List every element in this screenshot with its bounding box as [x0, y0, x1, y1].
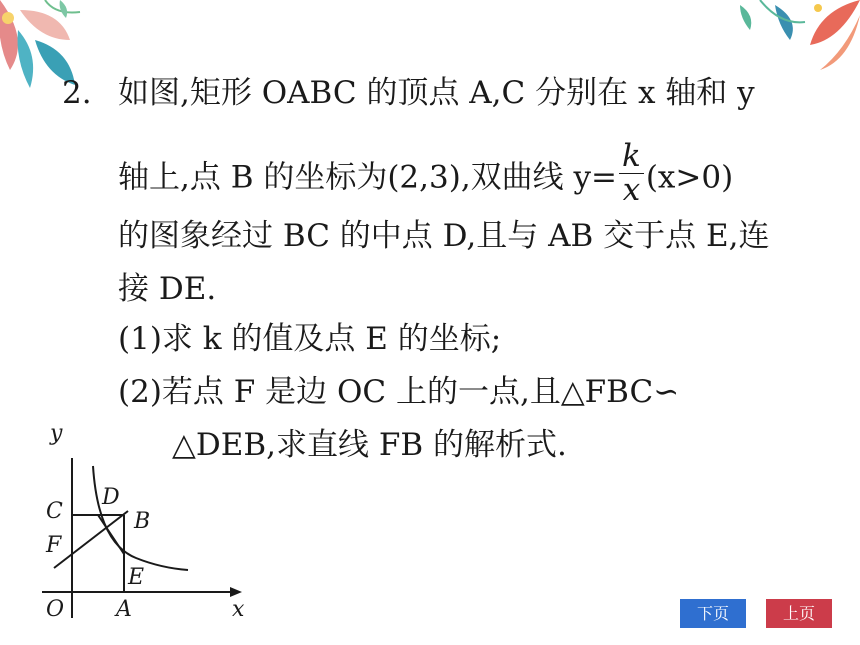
- label-E: E: [128, 565, 145, 590]
- question-part-2-line-1: (2)若点 F 是边 OC 上的一点,且△FBC∽: [118, 374, 680, 410]
- label-y: y: [50, 421, 63, 446]
- question-part-1: (1)求 k 的值及点 E 的坐标;: [118, 321, 502, 357]
- segment-DE: [98, 515, 124, 554]
- problem-line-4: 接 DE.: [118, 271, 217, 307]
- fraction-numerator: k: [619, 140, 644, 174]
- geometry-figure: [36, 418, 266, 628]
- label-B: B: [134, 509, 151, 534]
- previous-page-button[interactable]: 上页: [766, 599, 832, 628]
- label-C: C: [46, 499, 63, 524]
- next-page-button[interactable]: 下页: [680, 599, 746, 628]
- fraction-k-over-x: [619, 140, 644, 206]
- x-axis-arrow-icon: [230, 587, 242, 597]
- problem-line-2-after: (x>0): [645, 159, 734, 196]
- corner-leaf-decoration-left: [0, 0, 120, 110]
- corner-leaf-decoration-right: [720, 0, 860, 75]
- label-x: x: [232, 597, 245, 622]
- label-O: O: [46, 597, 65, 622]
- label-F: F: [46, 533, 62, 558]
- label-A: A: [116, 597, 132, 622]
- problem-line-2-before: 轴上,点 B 的坐标为(2,3),双曲线 y=: [118, 159, 618, 196]
- problem-line-2: [118, 138, 734, 212]
- line-FB: [54, 511, 128, 568]
- problem-line-1: 如图,矩形 OABC 的顶点 A,C 分别在 x 轴和 y: [118, 75, 755, 111]
- problem-line-3: 的图象经过 BC 的中点 D,且与 AB 交于点 E,连: [118, 218, 770, 254]
- label-D: D: [102, 485, 120, 510]
- problem-number: 2.: [62, 75, 92, 111]
- fraction-denominator: x: [622, 171, 641, 208]
- question-part-2-line-2: △DEB,求直线 FB 的解析式.: [172, 427, 567, 463]
